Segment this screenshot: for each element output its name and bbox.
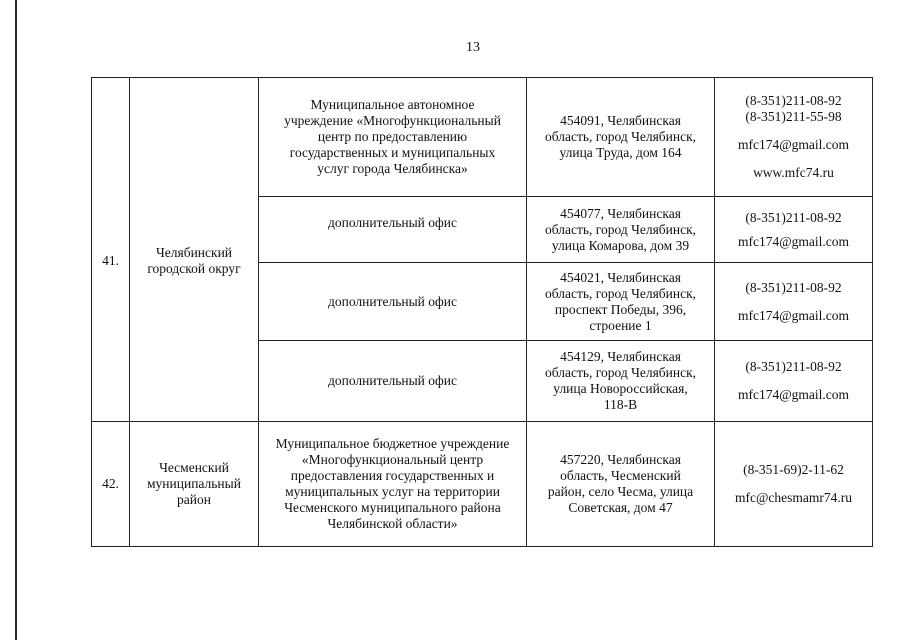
page-number: 13 — [466, 40, 480, 55]
contacts-cell — [715, 78, 873, 197]
office-name-line: Муниципальное автономное — [310, 97, 475, 112]
district-cell — [130, 422, 259, 547]
office-name-cell — [259, 263, 527, 341]
address-line: область, город Челябинск, — [544, 129, 697, 144]
district-line: городской округ — [147, 260, 241, 276]
phone-number: (8-351)211-08-92 — [745, 279, 842, 295]
email-address: mfc174@gmail.com — [737, 137, 850, 152]
address-cell — [527, 197, 715, 263]
row-number-cell — [92, 78, 130, 422]
office-name-line: предоставления государственных и — [290, 468, 495, 483]
website-address: www.mfc74.ru — [753, 165, 834, 180]
address-line: улица Труда, дом 164 — [559, 145, 682, 160]
district-line: Челябинский — [155, 244, 233, 260]
phone-number: (8-351)211-08-92 — [745, 93, 842, 108]
address-line: область, город Челябинск, — [544, 285, 697, 301]
email-address: mfc174@gmail.com — [737, 233, 850, 249]
district-cell — [130, 78, 259, 422]
address-cell — [527, 422, 715, 547]
address-line: 457220, Челябинская — [560, 452, 681, 467]
table-row — [92, 422, 873, 547]
district-line: муниципальный — [147, 476, 241, 491]
district-line: Чесменский — [159, 460, 229, 475]
address-line: улица Новороссийская, — [553, 381, 688, 396]
address-line: область, Чесменский — [560, 468, 681, 483]
page-left-edge-line — [15, 0, 17, 640]
address-line: 454077, Челябинская — [560, 205, 681, 221]
row-number: 41. — [102, 252, 119, 268]
contacts-cell — [715, 263, 873, 341]
office-name-line: дополнительный офис — [328, 215, 457, 230]
address-cell — [527, 78, 715, 197]
address-line: 454129, Челябинская — [560, 349, 681, 364]
address-cell — [527, 263, 715, 341]
office-name-cell — [259, 422, 527, 547]
office-name-line: Муниципальное бюджетное учреждение — [275, 436, 510, 451]
phone-number: (8-351)211-08-92 — [745, 359, 842, 374]
mfc-table — [91, 77, 873, 547]
address-line: проспект Победы, 396, — [554, 301, 687, 317]
office-name-cell — [259, 78, 527, 197]
office-name-line: центр по предоставлению — [317, 129, 468, 144]
email-address: mfc@chesmamr74.ru — [734, 490, 853, 505]
office-name-cell — [259, 341, 527, 422]
contacts-cell — [715, 341, 873, 422]
office-name-cell — [259, 197, 527, 263]
office-name-line: дополнительный офис — [328, 293, 457, 309]
office-name-line: «Многофункциональный центр — [301, 452, 484, 467]
address-line: Советская, дом 47 — [568, 500, 673, 515]
office-name-line: Чесменского муниципального района — [284, 500, 501, 515]
address-line: область, город Челябинск, — [544, 365, 697, 380]
address-line: 454021, Челябинская — [560, 269, 681, 285]
address-line: область, город Челябинск, — [544, 221, 697, 237]
email-address: mfc174@gmail.com — [737, 387, 850, 402]
office-name-line: дополнительный офис — [328, 373, 457, 388]
office-name-line: Челябинской области» — [327, 516, 458, 531]
phone-number: (8-351)211-08-92 — [745, 209, 842, 225]
contacts-cell — [715, 197, 873, 263]
address-line: улица Комарова, дом 39 — [551, 237, 690, 253]
office-name-line: учреждение «Многофункциональный — [284, 113, 501, 128]
address-line: район, село Чесма, улица — [547, 484, 694, 499]
phone-number: (8-351-69)2-11-62 — [743, 462, 844, 477]
row-number: 42. — [102, 476, 119, 491]
contacts-cell — [715, 422, 873, 547]
address-cell — [527, 341, 715, 422]
address-line: 118-В — [603, 397, 638, 412]
table-row — [92, 78, 873, 197]
office-name-line: услуг города Челябинска» — [317, 161, 468, 176]
office-name-line: государственных и муниципальных — [289, 145, 496, 160]
office-name-line: муниципальных услуг на территории — [285, 484, 500, 499]
address-line: 454091, Челябинская — [560, 113, 681, 128]
district-line: район — [177, 492, 211, 507]
phone-number: (8-351)211-55-98 — [745, 109, 842, 124]
email-address: mfc174@gmail.com — [737, 307, 850, 323]
address-line: строение 1 — [589, 317, 652, 333]
row-number-cell — [92, 422, 130, 547]
